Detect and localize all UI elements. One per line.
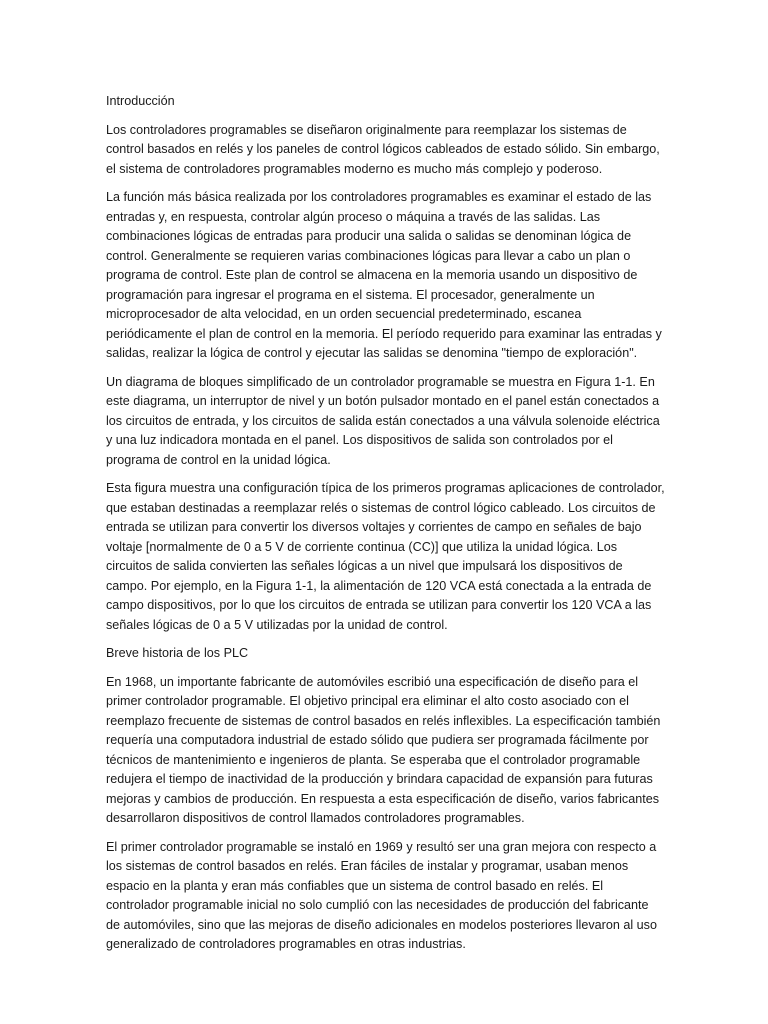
document-title: Introducción <box>106 94 175 108</box>
intro-paragraph-2: La función más básica realizada por los controladores programables es examinar el estado de las entradas y, en respuesta, controlar algún proceso o máquina a través de las salidas. Las combinaciones lógicas de entradas para producir una salida o salidas se denominan lógica de control. Generalmente se requieren varias combinaciones lógicas para llevar a cabo un plan o programa de control. Este plan de control se almacena en la memoria usando un dispositivo de programación para ingresar el programa en el sistema. El procesador, generalmente un microprocesador de alta velocidad, en un orden secuencial predeterminado, escanea periódicamente el plan de control en la memoria. El período requerido para examinar las entradas y salidas, realizar la lógica de control y ejecutar las salidas se denomina "tiempo de exploración". <box>106 190 662 360</box>
history-paragraph-2: El primer controlador programable se instaló en 1969 y resultó ser una gran mejora con respecto a los sistemas de control basados en relés. Eran fáciles de instalar y programar, usaban menos espacio en la planta y eran más confiables que un sistema de control basado en relés. El controlador programable inicial no solo cumplió con las necesidades de producción del fabricante de automóviles, sino que las mejoras de diseño adicionales en modelos posteriores llevaron al uso generalizado de controladores programables en otras industrias. <box>106 839 657 951</box>
intro-paragraph-4: Esta figura muestra una configuración típica de los primeros programas aplicaciones de controlador, que estaban destinadas a reemplazar relés o sistemas de control lógico cableado. Los circuitos de entrada se utilizan para convertir los diversos voltajes y corrientes de campo en señales de bajo voltaje [normalmente de 0 a 5 V de corriente continua (CC)] que utiliza la unidad lógica. Los circuitos de salida convierten las señales lógicas a un nivel que impulsará los dispositivos de campo. Por ejemplo, en la Figura 1-1, la alimentación de 120 VCA está conectada a la entrada de campo dispositivos, por lo que los circuitos de entrada se utilizan para convertir los 120 VCA a las señales lógicas de 0 a 5 V utilizadas por la unidad de control. <box>106 481 665 632</box>
document-page <box>106 92 666 964</box>
intro-paragraph-1: Los controladores programables se diseñaron originalmente para reemplazar los sistemas de control basados en relés y los paneles de control lógicos cableados de estado sólido. Sin embargo, el sistema de controladores programables moderno es mucho más complejo y poderoso. <box>106 122 660 176</box>
history-paragraph-1: En 1968, un importante fabricante de automóviles escribió una especificación de diseño para el primer controlador programable. El objetivo principal era eliminar el alto costo asociado con el reemplazo frecuente de sistemas de control basados en relés inflexibles. La especificación también requería una computadora industrial de estado sólido que pudiera ser programada fácilmente por técnicos de mantenimiento e ingenieros de planta. Se esperaba que el controlador programable redujera el tiempo de inactividad de la producción y brindara capacidad de expansión para futuras mejoras y cambios de producción. En respuesta a esta especificación de diseño, varios fabricantes desarrollaron dispositivos de control llamados controladores programables. <box>106 674 661 825</box>
intro-paragraph-3: Un diagrama de bloques simplificado de un controlador programable se muestra en Figura 1-1. En este diagrama, un interruptor de nivel y un botón pulsador montado en el panel están conectados a los circuitos de entrada, y los circuitos de salida están conectados a una válvula solenoide eléctrica y una luz indicadora montada en el panel. Los dispositivos de salida son controlados por el programa de control en la unidad lógica. <box>106 374 660 467</box>
section-title: Breve historia de los PLC <box>106 646 249 660</box>
